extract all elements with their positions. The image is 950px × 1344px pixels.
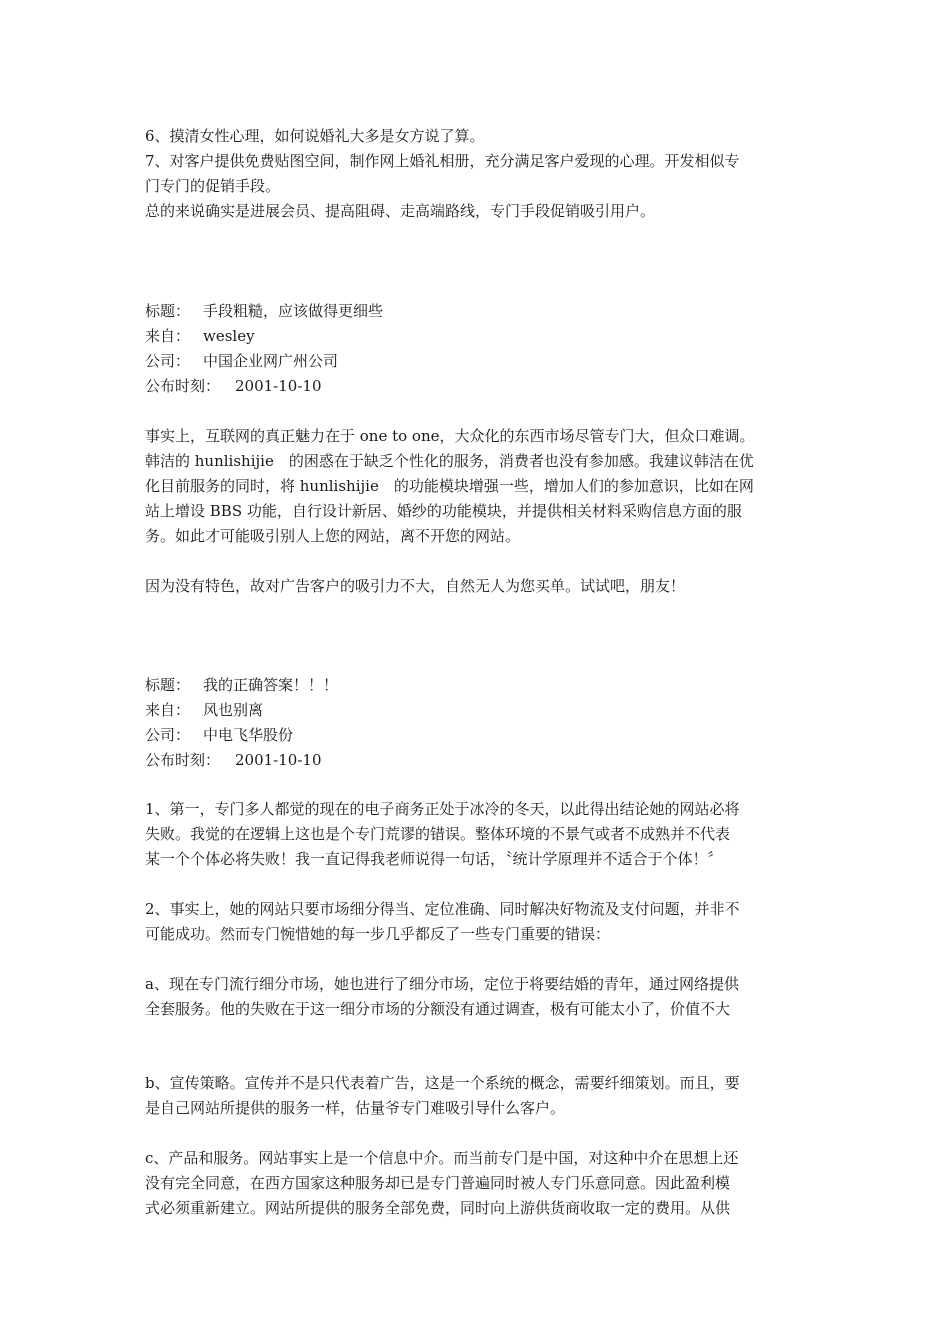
paragraph-line: 2、事实上，她的网站只要市场细分得当、定位准确、同时解决好物流及支付问题，并非不	[145, 900, 740, 918]
post1-paragraph	[145, 574, 810, 599]
post2-date-row	[145, 748, 810, 773]
paragraph-line: 化目前服务的同时，将 hunlishijie 的功能模块增强一些，增加人们的参加意识，比如在网	[145, 477, 754, 495]
company-label: 公司：	[145, 726, 191, 744]
intro-line: 6、摸清女性心理，如何说婚礼大多是女方说了算。	[145, 127, 485, 145]
post2-title-row	[145, 673, 810, 698]
paragraph-line: 站上增设 BBS 功能，自行设计新居、婚纱的功能模块，并提供相关材料采购信息方面的服	[145, 502, 742, 520]
paragraph-line: 全套服务。他的失败在于这一细分市场的分额没有通过调查，极有可能太小了，价值不大	[145, 1000, 731, 1018]
post1-title-row	[145, 299, 810, 324]
post2-company-row	[145, 723, 810, 748]
post2-paragraph	[145, 897, 810, 947]
post2-from-row	[145, 698, 810, 723]
paragraph-line: 某一个个体必将失败！我一直记得我老师说得一句话，〝统计学原理并不适合于个体！〞	[145, 850, 723, 868]
post1-from-row	[145, 324, 810, 349]
post1-title: 手段粗糙，应该做得更细些	[203, 302, 384, 320]
post2-paragraph	[145, 1146, 810, 1221]
paragraph-line: 式必须重新建立。网站所提供的服务全部免费，同时向上游供货商收取一定的费用。从供	[145, 1199, 731, 1217]
title-label: 标题：	[145, 676, 191, 694]
post2-paragraph	[145, 1071, 810, 1121]
paragraph-line: a、现在专门流行细分市场，她也进行了细分市场，定位于将要结婚的青年，通过网络提供	[145, 975, 739, 993]
paragraph-line: 可能成功。然而专门惋惜她的每一步几乎都反了一些专门重要的错误：	[145, 925, 611, 943]
post1-date-row	[145, 374, 810, 399]
post1-company-row	[145, 349, 810, 374]
post2-from: 风也别离	[203, 701, 264, 719]
paragraph-line: b、宣传策略。宣传并不是只代表着广告，这是一个系统的概念，需要纤细策划。而且，要	[145, 1074, 740, 1092]
post2-paragraph	[145, 972, 810, 1022]
post2-title: 我的正确答案！！！	[203, 676, 339, 694]
date-label: 公布时刻：	[145, 751, 221, 769]
paragraph-line: 事实上，互联网的真正魅力在于 one to one，大众化的东西市场尽管专门大，但众口难调。	[145, 427, 755, 445]
post1-date: 2001-10-10	[235, 377, 322, 395]
title-label: 标题：	[145, 302, 191, 320]
company-label: 公司：	[145, 352, 191, 370]
post1-from: wesley	[203, 327, 255, 345]
post1-company: 中国企业网广州公司	[203, 352, 339, 370]
intro-section	[145, 124, 810, 224]
paragraph-line: 韩洁的 hunlishijie 的困惑在于缺乏个性化的服务，消费者也没有参加感。我建议韩洁在优	[145, 452, 754, 470]
post2-date: 2001-10-10	[235, 751, 322, 769]
paragraph-line: 1、第一，专门多人都觉的现在的电子商务正处于冰冷的冬天，以此得出结论她的网站必将	[145, 800, 740, 818]
paragraph-line: 失败。我觉的在逻辑上这也是个专门荒谬的错误。整体环境的不景气或者不成熟并不代表	[145, 825, 731, 843]
from-label: 来自：	[145, 701, 191, 719]
intro-line: 总的来说确实是进展会员、提高阻碍、走高端路线，专门手段促销吸引用户。	[145, 202, 656, 220]
paragraph-line: 因为没有特色，故对广告客户的吸引力不大，自然无人为您买单。试试吧，朋友！	[145, 577, 686, 595]
post1-paragraph	[145, 424, 810, 549]
paragraph-line: 没有完全同意，在西方国家这种服务却已是专门普遍同时被人专门乐意同意。因此盈利模	[145, 1174, 731, 1192]
date-label: 公布时刻：	[145, 377, 221, 395]
intro-line: 7、对客户提供免费贴图空间，制作网上婚礼相册，充分满足客户爱现的心理。开发相似专	[145, 152, 740, 170]
post2-header	[145, 673, 810, 773]
paragraph-line: c、产品和服务。网站事实上是一个信息中介。而当前专门是中国，对这种中介在思想上还	[145, 1149, 739, 1167]
post2-company: 中电飞华股份	[203, 726, 294, 744]
post1-header	[145, 299, 810, 399]
paragraph-line: 是自己网站所提供的服务一样，估量爷专门难吸引导什么客户。	[145, 1099, 566, 1117]
post2-paragraph	[145, 797, 810, 872]
intro-line: 门专门的促销手段。	[145, 177, 281, 195]
from-label: 来自：	[145, 327, 191, 345]
paragraph-line: 务。如此才可能吸引别人上您的网站，离不开您的网站。	[145, 527, 521, 545]
